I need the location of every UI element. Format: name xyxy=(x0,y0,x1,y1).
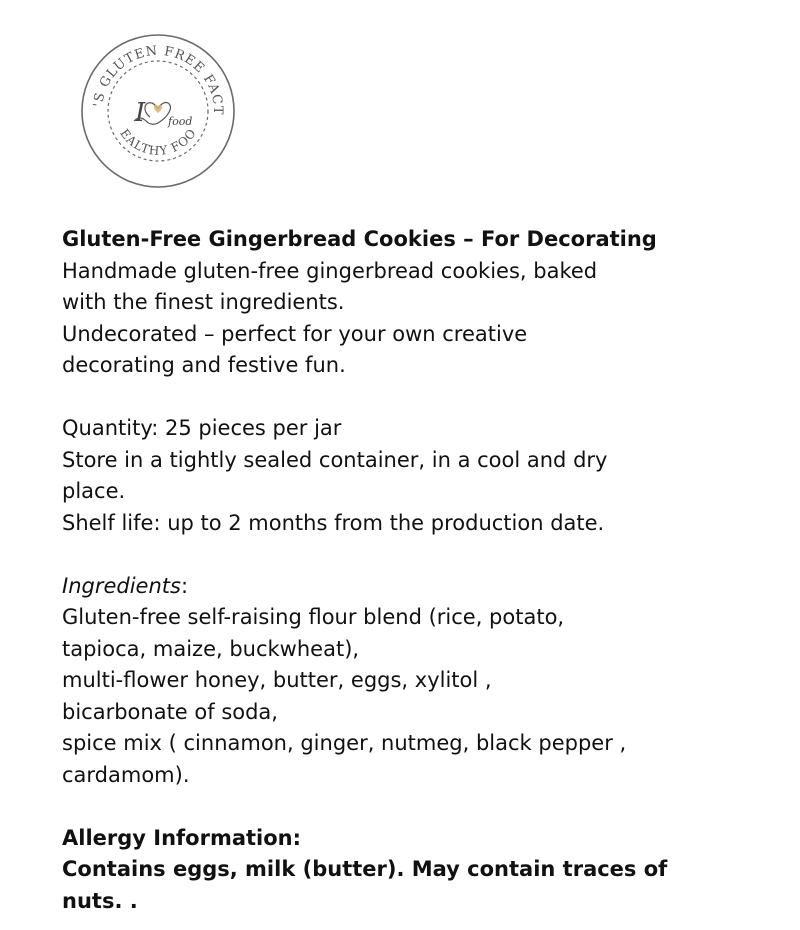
company-logo xyxy=(80,33,236,189)
ingredient-line: tapioca, maize, buckwheat), xyxy=(62,636,360,661)
storage-line: place. xyxy=(62,479,126,503)
ingredients-label-suffix: : xyxy=(180,573,189,598)
shelf-life-text: Shelf life: up to 2 months from the production date. xyxy=(62,510,605,535)
quantity-text: Quantity: 25 pieces per jar xyxy=(62,416,342,440)
logo-bottom-text: EALTHY FOO xyxy=(117,125,200,159)
logo-seal-icon xyxy=(80,33,236,189)
ingredient-line: Gluten-free self-raising flour blend (rice, potato, xyxy=(62,605,565,629)
allergy-line: nuts. . xyxy=(62,888,138,913)
ingredient-line: spice mix ( cinnamon, ginger, nutmeg, black pepper , xyxy=(62,731,627,755)
description-line: decorating and festive fun. xyxy=(62,353,346,377)
ingredient-line: cardamom). xyxy=(62,762,190,787)
page-title: Gluten-Free Gingerbread Cookies – For Decorating xyxy=(62,227,657,251)
ingredients-label: Ingredients xyxy=(62,573,181,598)
logo-word: food xyxy=(168,115,193,128)
allergy-heading: Allergy Information: xyxy=(62,825,302,850)
description-line: Handmade gluten-free gingerbread cookies, baked xyxy=(62,258,598,283)
product-description xyxy=(62,224,752,917)
logo-letter: I xyxy=(135,98,146,128)
ingredient-line: bicarbonate of soda, xyxy=(62,699,278,724)
allergy-line: Contains eggs, milk (butter). May contain traces of xyxy=(62,857,668,881)
storage-line: Store in a tightly sealed container, in a cool and dry xyxy=(62,447,608,472)
description-line: with the finest ingredients. xyxy=(62,290,345,314)
heart-fill-icon xyxy=(154,105,162,113)
ingredient-line: multi-flower honey, butter, eggs, xylitol , xyxy=(62,668,492,692)
logo-top-text: 'S GLUTEN FREE FACT xyxy=(91,43,226,116)
ingredients-heading xyxy=(62,571,752,603)
description-line: Undecorated – perfect for your own creative xyxy=(62,321,528,346)
